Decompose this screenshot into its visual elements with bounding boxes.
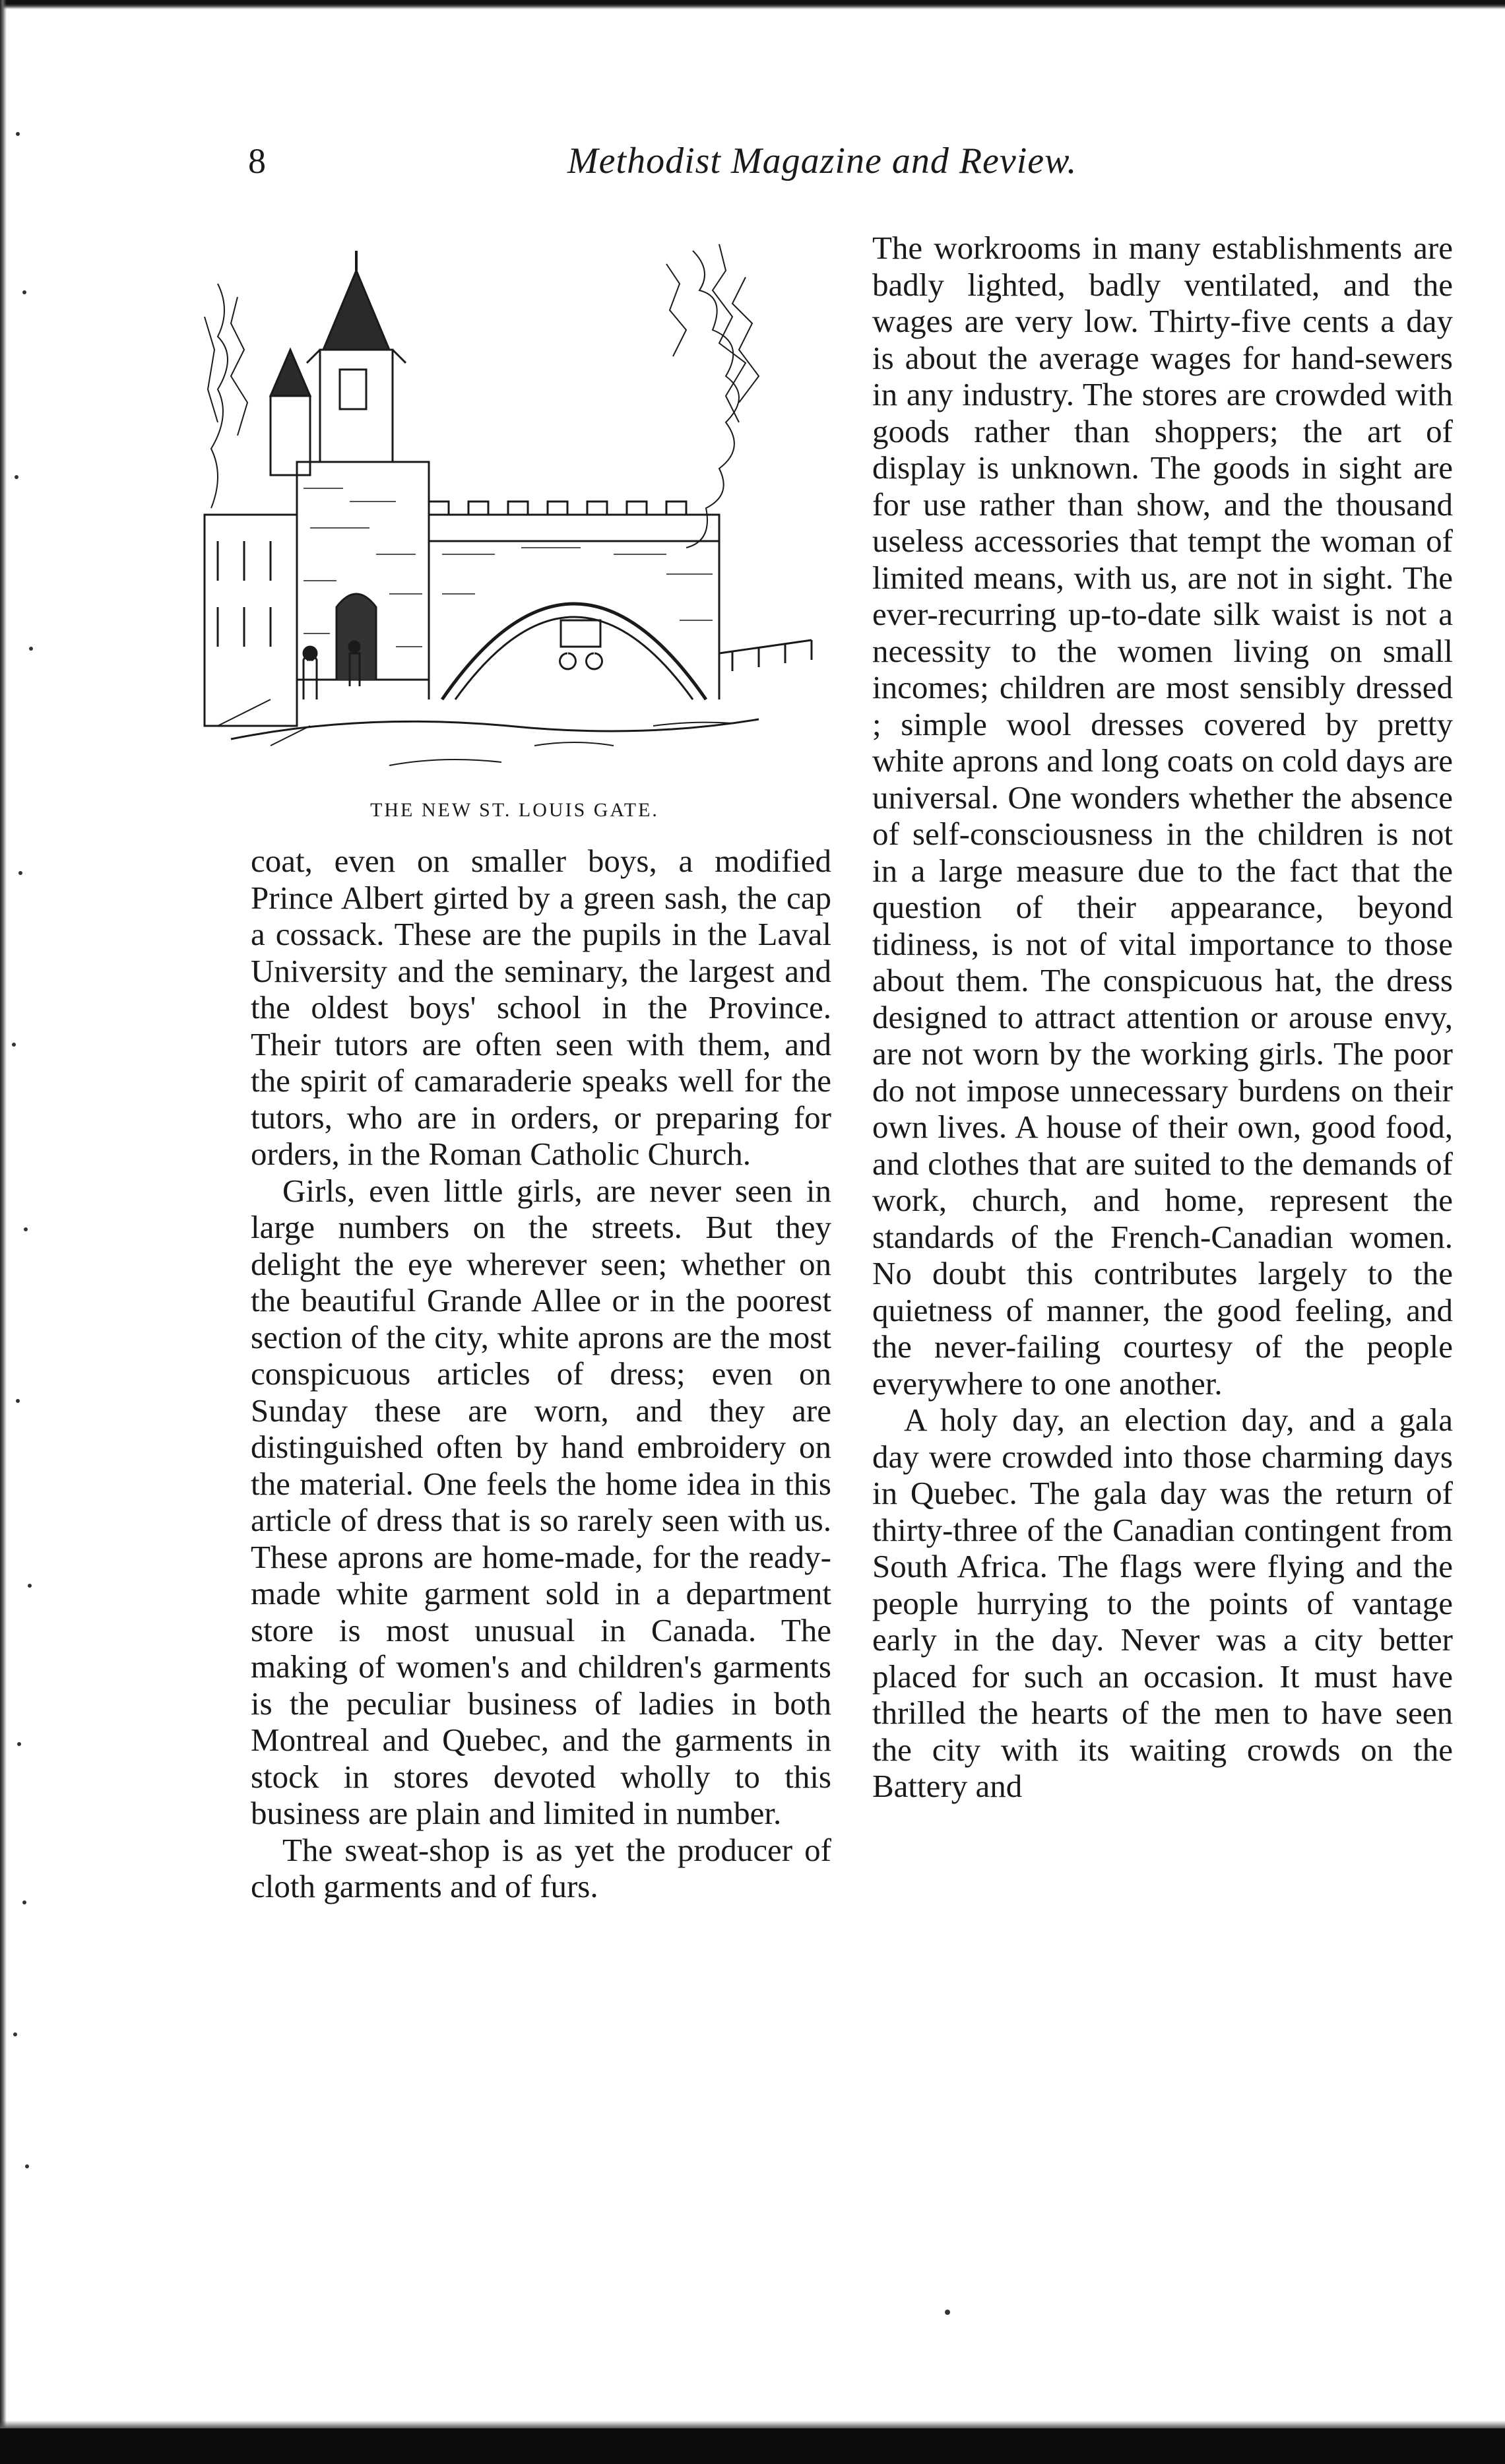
left-paragraph-2: Girls, even little girls, are never seen in large numbers on the streets. But they delight the eye wherever seen; whether on the beautiful Grande Allee or in the poorest section of the city, white aprons are the most conspicuous articles of dress; even on Sunday these are worn, and they are distinguished often by hand embroidery on the material. One feels the home idea in this article of dress that is so rarely seen with us. These aprons are home-made, for the ready-made white garment sold in a department store is most unusual in Canada. The making of women's and children's garments is the peculiar business of ladies in both Montreal and Quebec, and the garments in stock in stores devoted wholly to this business are plain and limited in number.: [251, 1172, 831, 1831]
figure-caption: THE NEW ST. LOUIS GATE.: [370, 799, 659, 821]
right-paragraph-1: The workrooms in many establishments are badly lighted, badly ventilated, and the wages are very low. Thirty-five cents a day is about the average wages for hand-sewers in any industry. The stores are crowded with goods rather than shoppers; the art of display is unknown. The goods in sight are for use rather than show, and the thousand useless accessories that tempt the woman of limited means, with us, are not in sight. The ever-recurring up-to-date silk waist is not a necessity to the women living on small incomes; children are most sensibly dressed ; simple wool dresses covered by pretty white aprons and long coats on cold days are universal. One wonders whether the absence of self-consciousness in the children is not in a large measure due to the fact that the question of their appearance, beyond tidiness, is not of vital importance to those about them. The conspicuous hat, the dress designed to attract attention or arouse envy, are not worn by the working girls. The poor do not impose unnecessary burdens on their own lives. A house of their own, good food, and clothes that are suited to the demands of work, church, and home, represent the standards of the French-Canadian women. No doubt this contributes largely to the quietness of manner, the good feeling, and the never-failing courtesy of the people everywhere to one another.: [872, 230, 1453, 1402]
scan-edge-top: [0, 0, 1505, 9]
scan-edge-bottom: [0, 2428, 1505, 2464]
right-paragraph-2: A holy day, an election day, and a gala day were crowded into those charming days in Quebec. The gala day was the return of thirty-three of the Canadian contingent from South Africa. The flags were flying and the people hurrying to the points of vantage early in the day. Never was a city better placed for such an occasion. It must have thrilled the hearts of the men to have seen the city with its waiting crowds on the Battery and: [872, 1402, 1453, 1804]
right-text-column: [872, 230, 1453, 1805]
left-paragraph-1: coat, even on smaller boys, a modified Prince Albert girted by a green sash, the cap a cossack. These are the pupils in the Laval University and the seminary, the largest and the oldest boys' school in the Province. Their tutors are often seen with them, and the spirit of camaraderie speaks well for the tutors, who are in orders, or preparing for orders, in the Roman Catholic Church.: [251, 843, 831, 1172]
page-number: 8: [248, 141, 266, 181]
scan-edge-left: [0, 0, 7, 2464]
running-head: Methodist Magazine and Review.: [567, 141, 1077, 181]
stray-mark: [945, 2310, 950, 2315]
left-text-column: [251, 843, 831, 1905]
margin-specks: [9, 53, 49, 2362]
left-paragraph-3: The sweat-shop is as yet the producer of cloth garments and of furs.: [251, 1831, 831, 1904]
illustration-st-louis-gate: [191, 224, 838, 792]
